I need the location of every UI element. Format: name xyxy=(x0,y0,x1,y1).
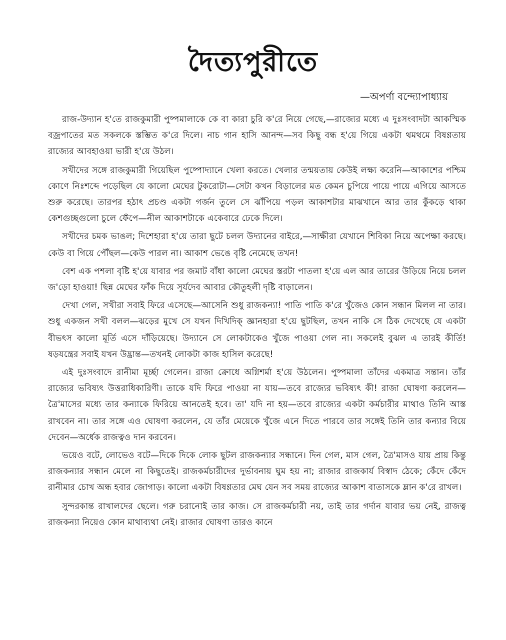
paragraph-2: সখীদের সঙ্গে রাজকুমারী গিয়েছিল পুষ্পোদ্যানে খেলা করতে। খেলার তন্ময়তায় কেউই লক্ষ্য করেনি—আকাশের পশ্চিম কোণে নিঃশব্দে পড়েছিল যে কালো মেঘের টুকরোটা—সেটা কখন বিড়ালের মত কেমন চুপিয়ে পায়ে পায়ে এগিয়ে আসতে শুরু করেছে। তারপর হঠাৎ প্রচণ্ড একটা গর্জন তুলে সে ঝাঁপিয়ে পড়ল আকাশটার মাঝখানে আর তার কুঁকড়ে থাকা কেশগুচ্ছগুলো চুলে ফেঁপে—নীল আকাশটাকে একেবারে ঢেকে দিলে। xyxy=(48,165,466,225)
paragraph-1: রাজ-উদ্যান হ'তে রাজকুমারী পুষ্পমালাকে কে বা কারা চুরি ক'রে নিয়ে গেছে,—রাজ্যের মধ্যে এ দুঃসংবাদটা আকস্মিক বজ্রপাতের মত সকলকে স্তম্ভিত ক'রে দিলে। নাচ গান হাসি আনন্দ—সব কিছু বন্ধ হ'য়ে গিয়ে একটা থমথমে বিষণ্ণতায় রাজ্যের আবহাওয়া ভারী হ'য়ে উঠল। xyxy=(48,115,466,158)
paragraph-7: ভয়েও বটে, লোভেও বটে—দিকে দিকে লোক ছুটল রাজকন্যার সন্ধানে। দিন গেল, মাস গেল, ত্রৈ'মাসও যায় প্রায় কিন্তু রাজকন্যার সন্ধান মেলে না কিছুতেই। রাজকর্মচারীদের দুর্ভাবনায় ঘুম হয় না; রাজার রাজকার্য বিস্বাদ ঠেকে; কেঁদে কেঁদে রানীমার চোখ অন্ধ হবার জোগাড়। কালো একটা বিষণ্ণতার মেঘ যেন সব সময় রাজ্যের আকাশ বাতাসকে ম্লান ক'রে রাখল। xyxy=(48,451,466,494)
paragraph-4: বেশ এক পশলা বৃষ্টি হ'য়ে যাবার পর জমাট বাঁধা কালো মেঘের স্তরটা পাতলা হ'য়ে এল আর তারের উড়িয়ে নিয়ে চলল জ'ড়ো হাওয়া! ছিন্ন মেঘের ফাঁক দিয়ে সূর্যদেব আবার কৌতুহলী দৃষ্টি বাড়ালেন। xyxy=(48,266,466,294)
story-title: দৈত্যপুরীতে xyxy=(187,47,319,78)
paragraph-8: সুন্দরকান্ত রাখালদের ছেলে। গরু চরানোই তার কাজ। সে রাজকর্মচারী নয়, তাই তার গর্দান যাবার ভয় নেই, রাজত্ব রাজকন্যা নিয়েও কোন মাথাব্যথা নেই। রাজার ঘোষণা তারও কানে xyxy=(48,501,466,528)
paragraph-3: সখীদের চমক ভাঙল; দিশেহারা হ'য়ে তারা ছুটে চলল উদ্যানের বাইরে,—সাক্ষীরা যেখানে শিবিকা নিয়ে অপেক্ষা করছে। কেউ বা গিয়ে পৌঁছল—কেউ পারল না। আকাশ ভেঙে বৃষ্টি নেমেছে তখন! xyxy=(48,232,466,259)
author-byline: —অপর্ণা বন্দ্যোপাধ্যায় xyxy=(360,92,448,103)
paragraph-6: এই দুঃসংবাদে রানীমা মূর্চ্ছা গেলেন। রাজা ক্রোধে অগ্নিশর্মা হ'য়ে উঠলেন। পুষ্পমালা তাঁদের একমাত্র সন্তান। তাঁর রাজ্যের ভবিষ্যৎ উত্তরাধিকারিণী। তাকে যদি ফিরে পাওয়া না যায়—তবে রাজ্যের ভবিষ্যৎ কী! রাজা ঘোষণা করলেন—ত্রৈ'মাসের মধ্যে তার কন্যাকে ফিরিয়ে আনতেই হবে। তা' যদি না হয়—তবে রাজ্যের একটা কর্মচারীর মাথাও তিনি আস্ত রাখবেন না। তার সঙ্গে এও ঘোষণা করলেন, যে তাঁর মেয়েকে খুঁজে এনে দিতে পারবে তার সঙ্গেই তিনি তার কন্যার বিয়ে দেবেন—অর্ধেক রাজত্বও দান করবেন। xyxy=(48,368,466,443)
story-body xyxy=(48,112,466,531)
paragraph-5: দেখা গেল, সখীরা সবাই ফিরে এসেছে—আসেনি শুধু রাজকন্যা! পাতি পাতি ক'রে খুঁজেও কোন সন্ধান মিলল না তার। শুধু একজন সখী বলল—ঝড়ের মুখে সে যখন দিখিদিক্ জ্ঞানহারা হ'য়ে ছুটছিল, তখন নাকি সে ঠিক দেখেছে যে একটা বীভৎস কালো মূর্তি এসে দাঁড়িয়েছে। উদ্যানে সে লোকটাকেও খুঁজে পাওয়া গেল না। সকলেই বুঝল এ তারই কীর্তি! ষড়যন্ত্রের সবাই যখন উদ্ভ্রান্ত—তখনই লোকটা কাজ হাসিল করেছে! xyxy=(48,301,466,360)
